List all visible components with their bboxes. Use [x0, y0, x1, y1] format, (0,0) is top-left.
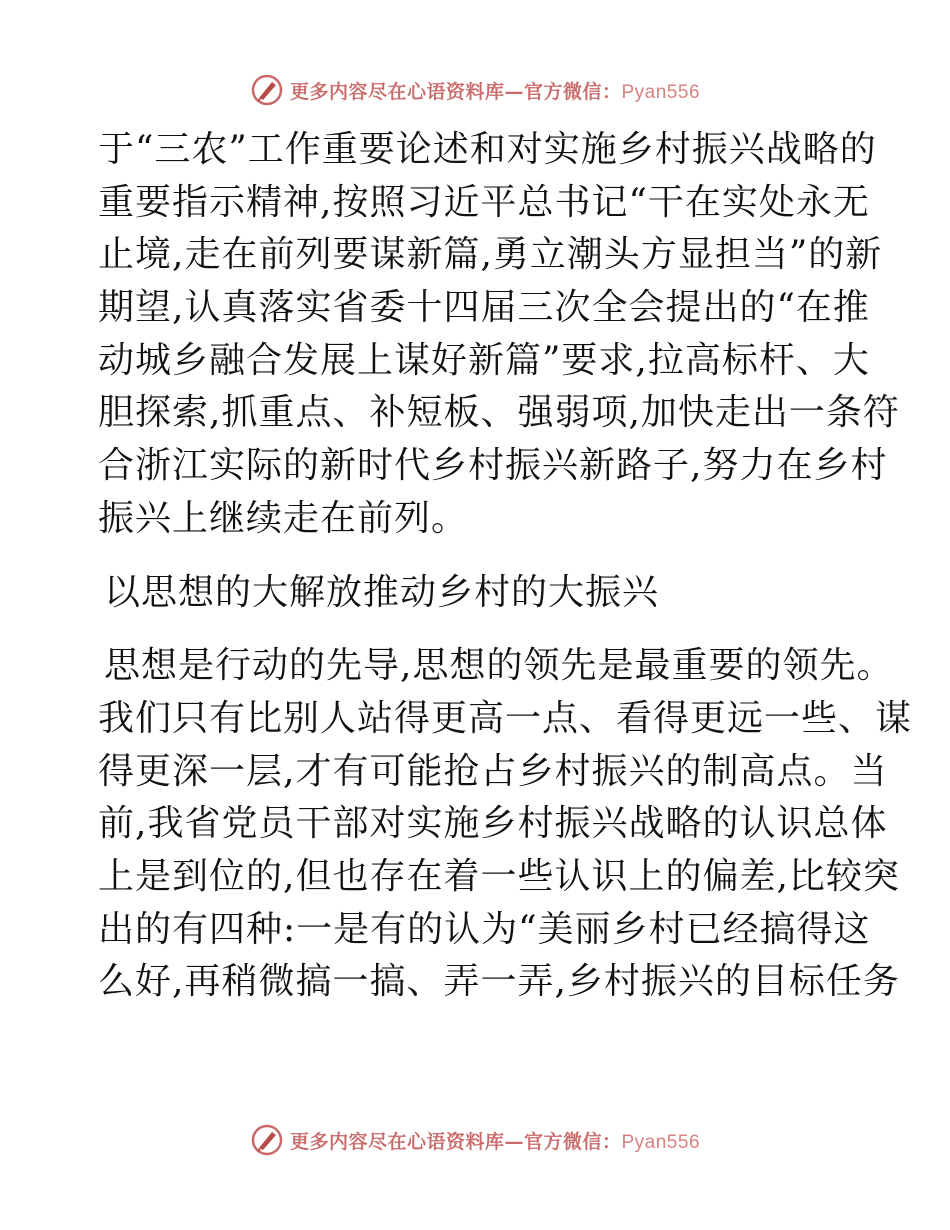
- text-line: 胆探索,抓重点、补短板、强弱项,加快走出一条符: [98, 392, 900, 434]
- banner-text: 更多内容尽在心语资料库—官方微信：Pyan556: [289, 1130, 701, 1153]
- banner-text: 更多内容尽在心语资料库—官方微信：Pyan556: [289, 80, 701, 103]
- wechat-id: Pyan556: [621, 81, 701, 103]
- text-line: 前,我省党员干部对实施乡村振兴战略的认识总体: [98, 803, 888, 845]
- text-line: 振兴上继续走在前列。: [98, 497, 469, 539]
- document-body: [98, 124, 913, 1009]
- paragraph-gap: [98, 619, 858, 640]
- text-line: 思想是行动的先导,思想的领先是最重要的领先。: [104, 645, 894, 687]
- text-line: 合浙江实际的新时代乡村振兴新路子,努力在乡村: [98, 445, 888, 487]
- section-heading: 以思想的大解放推动乡村的大振兴: [104, 571, 660, 613]
- paragraph-2: [98, 640, 913, 1009]
- text-line: 出的有四种:一是有的认为“美丽乡村已经搞得这: [98, 908, 871, 950]
- quill-pen-logo-icon: [250, 73, 284, 107]
- text-line: 得更深一层,才有可能抢占乡村振兴的制高点。当: [98, 750, 888, 792]
- header-banner: [0, 70, 950, 110]
- text-line: 于“三农”工作重要论述和对实施乡村振兴战略的: [98, 129, 877, 170]
- paragraph-1: [98, 124, 900, 546]
- text-line: 重要指示精神,按照习近平总书记“干在实处永无: [98, 181, 870, 223]
- paragraph-gap: [98, 546, 858, 567]
- text-line: 期望,认真落实省委十四届三次全会提出的“在推: [98, 287, 870, 329]
- text-line: 么好,再稍微搞一搞、弄一弄,乡村振兴的目标任务: [98, 961, 900, 1003]
- wechat-id: Pyan556: [621, 1131, 701, 1153]
- text-line: 动城乡融合发展上谋好新篇”要求,拉高标杆、大: [98, 339, 870, 381]
- text-line: 我们只有比别人站得更高一点、看得更远一些、谋: [98, 697, 913, 739]
- text-line: 止境,走在前列要谋新篇,勇立潮头方显担当”的新: [98, 234, 883, 276]
- text-line: 上是到位的,但也存在着一些认识上的偏差,比较突: [98, 855, 900, 897]
- quill-pen-logo-icon: [250, 1123, 284, 1157]
- footer-banner: [0, 1120, 950, 1160]
